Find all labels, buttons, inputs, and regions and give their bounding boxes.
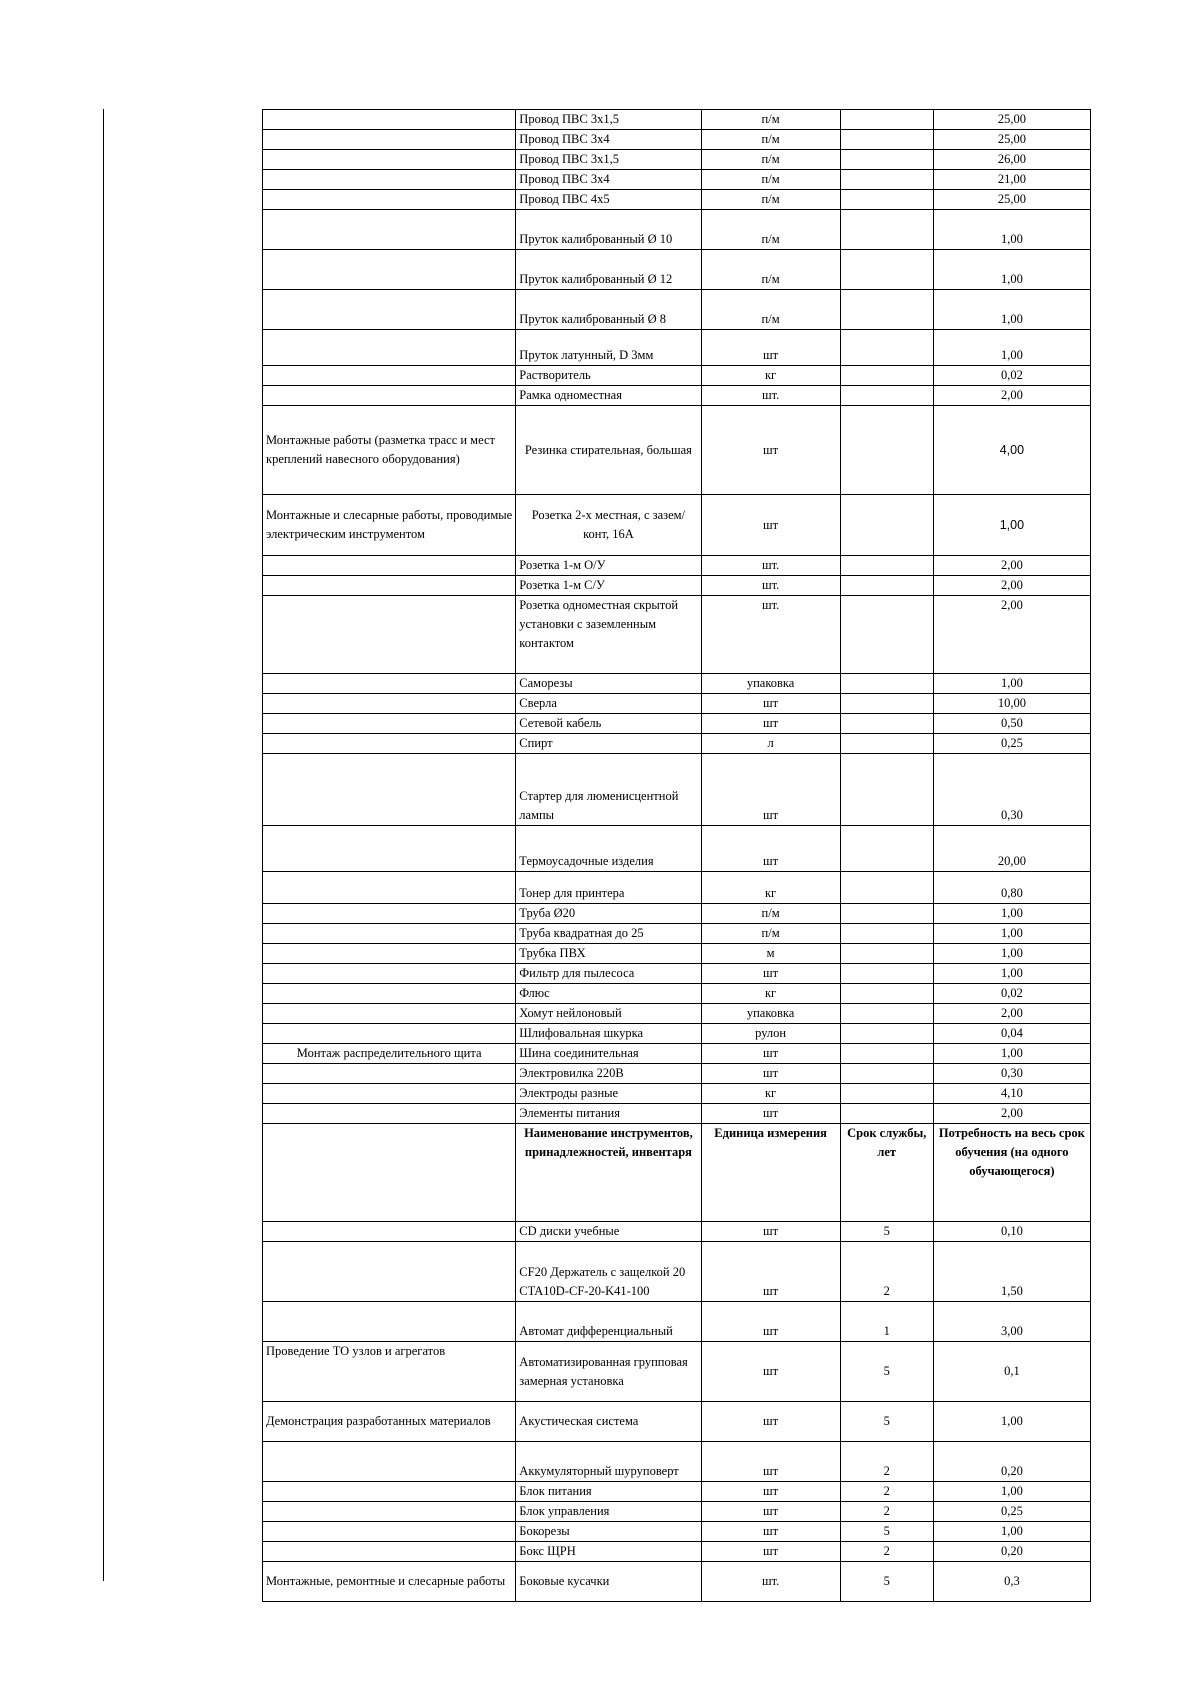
unit-cell: п/м — [701, 924, 840, 944]
unit-cell: п/м — [701, 290, 840, 330]
section-cell — [263, 130, 516, 150]
unit-cell: кг — [701, 1084, 840, 1104]
section-cell — [263, 904, 516, 924]
service-life-cell: 5 — [840, 1402, 933, 1442]
unit-cell: п/м — [701, 250, 840, 290]
quantity-cell: 2,00 — [933, 1004, 1090, 1024]
item-name-cell: Розетка одноместная скрытой установки с заземленным контактом — [516, 596, 701, 674]
service-life-cell — [840, 694, 933, 714]
unit-cell: шт — [701, 1502, 840, 1522]
service-life-cell — [840, 1024, 933, 1044]
table-body — [263, 110, 1091, 1602]
quantity-cell: 1,00 — [933, 904, 1090, 924]
quantity-cell: 1,00 — [933, 1402, 1090, 1442]
service-life-cell: 5 — [840, 1222, 933, 1242]
section-cell — [263, 944, 516, 964]
quantity-cell: 1,00 — [933, 210, 1090, 250]
table-row — [263, 1402, 1091, 1442]
service-life-cell: 2 — [840, 1502, 933, 1522]
table-row — [263, 1064, 1091, 1084]
unit-cell: шт — [701, 1442, 840, 1482]
section-cell — [263, 290, 516, 330]
item-name-cell: Шлифовальная шкурка — [516, 1024, 701, 1044]
table-row — [263, 826, 1091, 872]
section-cell — [263, 1084, 516, 1104]
section-cell: Монтаж распределительного щита — [263, 1044, 516, 1064]
item-name-cell: Пруток калиброванный Ø 12 — [516, 250, 701, 290]
table-row — [263, 110, 1091, 130]
service-life-cell: 2 — [840, 1442, 933, 1482]
service-life-cell: 2 — [840, 1242, 933, 1302]
table-row — [263, 1522, 1091, 1542]
section-cell — [263, 596, 516, 674]
service-life-cell — [840, 964, 933, 984]
unit-cell: п/м — [701, 210, 840, 250]
item-name-cell: Флюс — [516, 984, 701, 1004]
quantity-cell: 1,00 — [933, 250, 1090, 290]
item-name-cell: Тонер для принтера — [516, 872, 701, 904]
section-cell — [263, 1442, 516, 1482]
section-cell — [263, 190, 516, 210]
unit-cell: шт — [701, 1104, 840, 1124]
section-cell — [263, 984, 516, 1004]
service-life-cell — [840, 714, 933, 734]
quantity-cell: 0,50 — [933, 714, 1090, 734]
quantity-cell: 10,00 — [933, 694, 1090, 714]
table-row — [263, 190, 1091, 210]
quantity-cell: 25,00 — [933, 110, 1090, 130]
unit-cell: м — [701, 944, 840, 964]
section-cell: Монтажные и слесарные работы, проводимые электрическим инструментом — [263, 495, 516, 556]
unit-cell: шт — [701, 1402, 840, 1442]
unit-cell: шт — [701, 1044, 840, 1064]
service-life-cell — [840, 386, 933, 406]
table-row — [263, 1084, 1091, 1104]
service-life-cell — [840, 674, 933, 694]
table-row — [263, 1482, 1091, 1502]
service-life-cell — [840, 984, 933, 1004]
item-name-cell: Провод ПВС 3х1,5 — [516, 150, 701, 170]
item-name-cell: Бокс ЩРН — [516, 1542, 701, 1562]
service-life-cell — [840, 250, 933, 290]
section-cell — [263, 1542, 516, 1562]
unit-cell: Единица измерения — [701, 1124, 840, 1222]
quantity-cell: 1,00 — [933, 1482, 1090, 1502]
section-cell — [263, 1242, 516, 1302]
section-cell — [263, 714, 516, 734]
section-cell — [263, 1004, 516, 1024]
section-cell — [263, 1064, 516, 1084]
quantity-cell: 2,00 — [933, 576, 1090, 596]
unit-cell: кг — [701, 872, 840, 904]
section-cell — [263, 386, 516, 406]
item-name-cell: Пруток латунный, D 3мм — [516, 330, 701, 366]
quantity-cell: 1,00 — [933, 290, 1090, 330]
item-name-cell: Блок питания — [516, 1482, 701, 1502]
table-row — [263, 734, 1091, 754]
section-cell — [263, 150, 516, 170]
section-cell — [263, 250, 516, 290]
quantity-cell: Потребность на весь срок обучения (на одного обучающегося) — [933, 1124, 1090, 1222]
service-life-cell — [840, 576, 933, 596]
table-row — [263, 1342, 1091, 1402]
unit-cell: шт — [701, 1302, 840, 1342]
service-life-cell — [840, 1004, 933, 1024]
service-life-cell — [840, 290, 933, 330]
unit-cell: кг — [701, 366, 840, 386]
section-cell — [263, 674, 516, 694]
quantity-cell: 0,25 — [933, 734, 1090, 754]
quantity-cell: 0,3 — [933, 1562, 1090, 1602]
service-life-cell — [840, 904, 933, 924]
quantity-cell: 0,30 — [933, 1064, 1090, 1084]
quantity-cell: 0,04 — [933, 1024, 1090, 1044]
unit-cell: п/м — [701, 110, 840, 130]
table-row — [263, 406, 1091, 495]
section-cell: Демонстрация разработанных материалов — [263, 1402, 516, 1442]
quantity-cell: 1,00 — [933, 330, 1090, 366]
section-cell — [263, 964, 516, 984]
unit-cell: шт — [701, 1242, 840, 1302]
unit-cell: шт — [701, 495, 840, 556]
unit-cell: рулон — [701, 1024, 840, 1044]
item-name-cell: Розетка 2-х местная, с зазем/конт, 16А — [516, 495, 701, 556]
unit-cell: шт — [701, 406, 840, 495]
item-name-cell: Пруток калиброванный Ø 10 — [516, 210, 701, 250]
item-name-cell: Фильтр для пылесоса — [516, 964, 701, 984]
item-name-cell: Акустическая система — [516, 1402, 701, 1442]
item-name-cell: Растворитель — [516, 366, 701, 386]
unit-cell: п/м — [701, 190, 840, 210]
unit-cell: упаковка — [701, 674, 840, 694]
quantity-cell: 1,00 — [933, 924, 1090, 944]
service-life-cell — [840, 1064, 933, 1084]
table-row — [263, 556, 1091, 576]
quantity-cell: 0,20 — [933, 1442, 1090, 1482]
service-life-cell — [840, 944, 933, 964]
quantity-cell: 0,25 — [933, 1502, 1090, 1522]
service-life-cell — [840, 210, 933, 250]
unit-cell: шт. — [701, 596, 840, 674]
quantity-cell: 0,02 — [933, 984, 1090, 1004]
section-cell — [263, 1222, 516, 1242]
quantity-cell: 2,00 — [933, 386, 1090, 406]
table-row — [263, 1302, 1091, 1342]
quantity-cell: 1,00 — [933, 944, 1090, 964]
quantity-cell: 0,30 — [933, 754, 1090, 826]
section-cell — [263, 1104, 516, 1124]
service-life-cell: 2 — [840, 1542, 933, 1562]
item-name-cell: Труба Ø20 — [516, 904, 701, 924]
margin-line — [103, 109, 104, 1581]
table-row — [263, 1242, 1091, 1302]
unit-cell: шт — [701, 694, 840, 714]
service-life-cell: 1 — [840, 1302, 933, 1342]
table-row — [263, 170, 1091, 190]
service-life-cell — [840, 1084, 933, 1104]
item-name-cell: Автомат дифференциальный — [516, 1302, 701, 1342]
table-row — [263, 1542, 1091, 1562]
section-cell: Монтажные работы (разметка трасс и мест креплений навесного оборудования) — [263, 406, 516, 495]
quantity-cell: 1,00 — [933, 1044, 1090, 1064]
table-row — [263, 984, 1091, 1004]
table-row — [263, 1004, 1091, 1024]
table-row — [263, 130, 1091, 150]
item-name-cell: CD диски учебные — [516, 1222, 701, 1242]
item-name-cell: Розетка 1-м С/У — [516, 576, 701, 596]
section-cell — [263, 1522, 516, 1542]
section-cell — [263, 826, 516, 872]
item-name-cell: Сверла — [516, 694, 701, 714]
table-row — [263, 250, 1091, 290]
quantity-cell: 0,80 — [933, 872, 1090, 904]
item-name-cell: CF20 Держатель с защелкой 20 CTA10D-CF-20-K41-100 — [516, 1242, 701, 1302]
item-name-cell: Провод ПВС 3х4 — [516, 130, 701, 150]
unit-cell: шт — [701, 1522, 840, 1542]
quantity-cell: 21,00 — [933, 170, 1090, 190]
section-cell: Проведение ТО узлов и агрегатов — [263, 1342, 516, 1402]
service-life-cell — [840, 190, 933, 210]
item-name-cell: Хомут нейлоновый — [516, 1004, 701, 1024]
item-name-cell: Розетка 1-м О/У — [516, 556, 701, 576]
quantity-cell: 0,02 — [933, 366, 1090, 386]
unit-cell: шт — [701, 1222, 840, 1242]
service-life-cell — [840, 150, 933, 170]
item-name-cell: Наименование инструментов, принадлежностей, инвентаря — [516, 1124, 701, 1222]
unit-cell: шт — [701, 1542, 840, 1562]
quantity-cell: 2,00 — [933, 1104, 1090, 1124]
quantity-cell: 1,00 — [933, 964, 1090, 984]
item-name-cell: Бокорезы — [516, 1522, 701, 1542]
item-name-cell: Автоматизированная групповая замерная установка — [516, 1342, 701, 1402]
service-life-cell: Срок службы, лет — [840, 1124, 933, 1222]
unit-cell: шт. — [701, 1562, 840, 1602]
item-name-cell: Блок управления — [516, 1502, 701, 1522]
service-life-cell — [840, 826, 933, 872]
unit-cell: шт — [701, 714, 840, 734]
unit-cell: упаковка — [701, 1004, 840, 1024]
service-life-cell — [840, 734, 933, 754]
item-name-cell: Резинка стирательная, большая — [516, 406, 701, 495]
quantity-cell: 4,10 — [933, 1084, 1090, 1104]
section-cell — [263, 1502, 516, 1522]
item-name-cell: Термоусадочные изделия — [516, 826, 701, 872]
table-row — [263, 1222, 1091, 1242]
service-life-cell — [840, 1044, 933, 1064]
service-life-cell — [840, 110, 933, 130]
section-cell — [263, 1124, 516, 1222]
unit-cell: шт — [701, 330, 840, 366]
table-row — [263, 330, 1091, 366]
section-cell — [263, 170, 516, 190]
table-row — [263, 150, 1091, 170]
item-name-cell: Сетевой кабель — [516, 714, 701, 734]
service-life-cell — [840, 495, 933, 556]
section-cell — [263, 110, 516, 130]
table-row — [263, 714, 1091, 734]
unit-cell: шт — [701, 754, 840, 826]
item-name-cell: Элементы питания — [516, 1104, 701, 1124]
section-cell — [263, 694, 516, 714]
item-name-cell: Стартер для люменисцентной лампы — [516, 754, 701, 826]
quantity-cell: 1,00 — [933, 674, 1090, 694]
section-cell — [263, 1302, 516, 1342]
section-cell — [263, 734, 516, 754]
item-name-cell: Электровилка 220В — [516, 1064, 701, 1084]
quantity-cell: 1,00 — [933, 1522, 1090, 1542]
service-life-cell: 2 — [840, 1482, 933, 1502]
table-row — [263, 964, 1091, 984]
service-life-cell — [840, 406, 933, 495]
quantity-cell: 25,00 — [933, 190, 1090, 210]
item-name-cell: Пруток калиброванный Ø 8 — [516, 290, 701, 330]
unit-cell: шт. — [701, 386, 840, 406]
quantity-cell: 1,50 — [933, 1242, 1090, 1302]
table-row — [263, 1562, 1091, 1602]
service-life-cell: 5 — [840, 1522, 933, 1542]
table-row — [263, 366, 1091, 386]
item-name-cell: Трубка ПВХ — [516, 944, 701, 964]
section-cell — [263, 924, 516, 944]
section-cell — [263, 210, 516, 250]
table-row — [263, 872, 1091, 904]
header-row — [263, 1124, 1091, 1222]
quantity-cell: 0,20 — [933, 1542, 1090, 1562]
item-name-cell: Саморезы — [516, 674, 701, 694]
unit-cell: кг — [701, 984, 840, 1004]
table-row — [263, 904, 1091, 924]
unit-cell: л — [701, 734, 840, 754]
unit-cell: шт — [701, 964, 840, 984]
item-name-cell: Боковые кусачки — [516, 1562, 701, 1602]
service-life-cell — [840, 1104, 933, 1124]
table-row — [263, 694, 1091, 714]
unit-cell: п/м — [701, 130, 840, 150]
section-cell — [263, 754, 516, 826]
table-row — [263, 386, 1091, 406]
section-cell — [263, 1482, 516, 1502]
unit-cell: шт — [701, 1064, 840, 1084]
table-row — [263, 1024, 1091, 1044]
unit-cell: шт. — [701, 556, 840, 576]
table-row — [263, 944, 1091, 964]
service-life-cell — [840, 872, 933, 904]
service-life-cell — [840, 754, 933, 826]
table-row — [263, 495, 1091, 556]
unit-cell: шт — [701, 1342, 840, 1402]
service-life-cell — [840, 130, 933, 150]
table-row — [263, 576, 1091, 596]
quantity-cell: 2,00 — [933, 596, 1090, 674]
table-row — [263, 290, 1091, 330]
unit-cell: шт — [701, 826, 840, 872]
item-name-cell: Рамка одноместная — [516, 386, 701, 406]
section-cell — [263, 330, 516, 366]
service-life-cell: 5 — [840, 1562, 933, 1602]
item-name-cell: Шина соединительная — [516, 1044, 701, 1064]
item-name-cell: Труба квадратная до 25 — [516, 924, 701, 944]
table-row — [263, 754, 1091, 826]
section-cell: Монтажные, ремонтные и слесарные работы — [263, 1562, 516, 1602]
service-life-cell — [840, 330, 933, 366]
unit-cell: шт — [701, 1482, 840, 1502]
unit-cell: шт. — [701, 576, 840, 596]
section-cell — [263, 872, 516, 904]
service-life-cell — [840, 596, 933, 674]
unit-cell: п/м — [701, 904, 840, 924]
materials-table — [262, 109, 1091, 1602]
table-row — [263, 1104, 1091, 1124]
quantity-cell: 2,00 — [933, 556, 1090, 576]
table-row — [263, 210, 1091, 250]
quantity-cell: 1,00 — [933, 495, 1090, 556]
quantity-cell: 26,00 — [933, 150, 1090, 170]
service-life-cell — [840, 924, 933, 944]
section-cell — [263, 556, 516, 576]
item-name-cell: Провод ПВС 4х5 — [516, 190, 701, 210]
quantity-cell: 0,1 — [933, 1342, 1090, 1402]
item-name-cell: Провод ПВС 3х1,5 — [516, 110, 701, 130]
section-cell — [263, 576, 516, 596]
quantity-cell: 25,00 — [933, 130, 1090, 150]
quantity-cell: 20,00 — [933, 826, 1090, 872]
table-row — [263, 1044, 1091, 1064]
section-cell — [263, 1024, 516, 1044]
unit-cell: п/м — [701, 170, 840, 190]
service-life-cell — [840, 366, 933, 386]
item-name-cell: Аккумуляторный шуруповерт — [516, 1442, 701, 1482]
quantity-cell: 4,00 — [933, 406, 1090, 495]
service-life-cell — [840, 170, 933, 190]
table-row — [263, 1502, 1091, 1522]
service-life-cell — [840, 556, 933, 576]
section-cell — [263, 366, 516, 386]
table-row — [263, 674, 1091, 694]
table-row — [263, 1442, 1091, 1482]
table-row — [263, 596, 1091, 674]
table-row — [263, 924, 1091, 944]
item-name-cell: Спирт — [516, 734, 701, 754]
item-name-cell: Провод ПВС 3х4 — [516, 170, 701, 190]
quantity-cell: 3,00 — [933, 1302, 1090, 1342]
unit-cell: п/м — [701, 150, 840, 170]
item-name-cell: Электроды разные — [516, 1084, 701, 1104]
service-life-cell: 5 — [840, 1342, 933, 1402]
quantity-cell: 0,10 — [933, 1222, 1090, 1242]
